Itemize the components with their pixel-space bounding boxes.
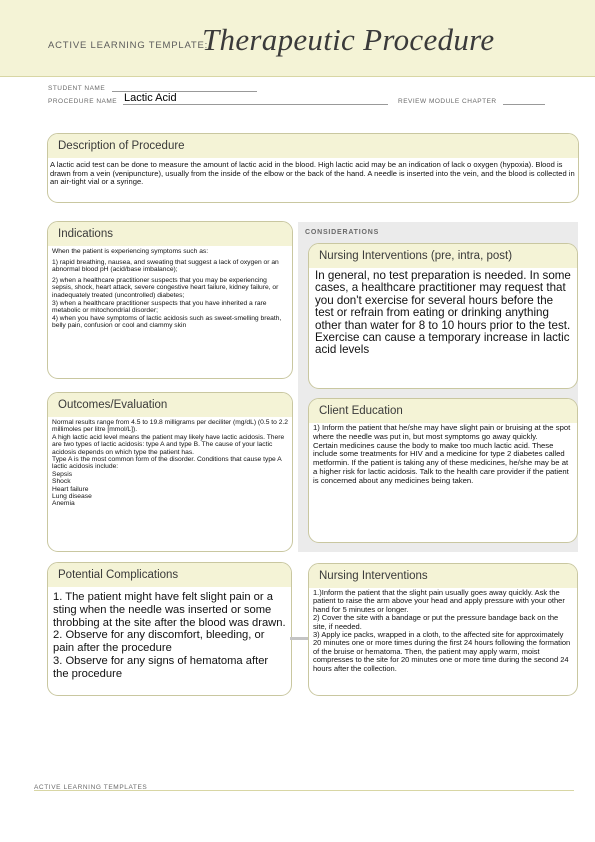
student-name-label: STUDENT NAME bbox=[48, 85, 106, 92]
nursing-pre-intra-post-section bbox=[308, 243, 578, 389]
client-education-body bbox=[309, 423, 577, 487]
nursing-interventions-section bbox=[308, 563, 578, 696]
nursing-interventions-header bbox=[309, 564, 577, 588]
outcomes-section bbox=[47, 392, 293, 552]
nursing-interventions-heading: Nursing Interventions bbox=[319, 570, 428, 582]
client-education-heading: Client Education bbox=[319, 405, 403, 417]
nursing-interventions-body bbox=[309, 588, 577, 674]
section-connector bbox=[290, 637, 308, 640]
complications-body bbox=[48, 587, 291, 685]
header-band bbox=[0, 0, 595, 77]
complications-heading: Potential Complications bbox=[58, 569, 179, 581]
complications-item: 1. The patient might have felt slight pain or a sting when the needle was inserted or some throbbing at the site after the blood was drawn. bbox=[53, 591, 286, 629]
description-text: A lactic acid test can be done to measure the amount of lactic acid in the blood. High lactic acid may be an indication of lack o oxygen (hypoxia). Blood is drawn from a vein (venipuncture), usually from the inside of the elbow or the back of the hand. A needle is inserted into the vein, and the blood is collected in an air-tight vial or a syringe. bbox=[50, 160, 575, 187]
description-header bbox=[48, 134, 578, 158]
outcomes-paragraph: A high lactic acid level means the patient may likely have lactic acidosis. There are two types of lactic acidosis: type A and type B. The cause of your lactic acidosis depends on which type the patient has. bbox=[52, 433, 285, 456]
outcomes-paragraph: Normal results range from 4.5 to 19.8 milligrams per deciliter (mg/dL) (0.5 to 2.2 millimoles per litre [mmol/L]). bbox=[52, 419, 289, 434]
outcomes-paragraph: Type A is the most common form of the disorder. Conditions that cause type A lactic acidosis include: bbox=[52, 456, 282, 471]
indications-header bbox=[48, 222, 292, 246]
footer-divider bbox=[34, 790, 574, 791]
outcomes-heading: Outcomes/Evaluation bbox=[58, 399, 168, 411]
outcomes-list-item: Heart failure bbox=[52, 485, 89, 493]
nursing-pre-heading: Nursing Interventions (pre, intra, post) bbox=[319, 250, 513, 262]
nursing-pre-header bbox=[309, 244, 577, 268]
client-education-paragraph: Certain medicines cause the body to make too much lactic acid. These include some treatments for HIV and a medicine for type 2 diabetes called metformin. If the patient is taking any of these medicines, he/she may be at a higher risk for lactic acidosis. Talk to the health care provider if the patient is concerned about any medicines being taken. bbox=[313, 440, 569, 485]
outcomes-list-item: Shock bbox=[52, 478, 71, 486]
complications-header bbox=[48, 563, 291, 587]
indications-heading: Indications bbox=[58, 228, 113, 240]
outcomes-header bbox=[48, 393, 292, 417]
outcomes-list-item: Anemia bbox=[52, 500, 75, 508]
review-module-field[interactable] bbox=[503, 104, 545, 105]
procedure-name-label: PROCEDURE NAME bbox=[48, 98, 118, 105]
client-education-section bbox=[308, 398, 578, 543]
outcomes-list-item: Lung disease bbox=[52, 493, 92, 501]
client-education-header bbox=[309, 399, 577, 423]
outcomes-body bbox=[48, 417, 292, 510]
client-education-paragraph: 1) Inform the patient that he/she may have slight pain or bruising at the spot where the needle was put in, but most symptoms go away quickly. bbox=[313, 423, 571, 441]
review-module-label: REVIEW MODULE CHAPTER bbox=[398, 98, 497, 105]
indications-paragraph: 2) when a healthcare practitioner suspects that you may be experiencing sepsis, shock, heart attack, severe congestive heart failure, kidney failure, or inadequately treated (uncontrolled) diabetes; bbox=[52, 276, 279, 299]
complications-section bbox=[47, 562, 292, 696]
indications-section bbox=[47, 221, 293, 379]
indications-paragraph: 1) rapid breathing, nausea, and sweating that suggest a lack of oxygen or an abnormal blood pH (acid/base imbalance); bbox=[52, 258, 279, 274]
nursing-interventions-item: 2) Cover the site with a bandage or put the pressure bandage back on the site, if needed. bbox=[313, 613, 559, 631]
indications-paragraph: 3) when a healthcare practitioner suspects that you have inherited a rare metabolic or mitochondrial disorder; bbox=[52, 299, 267, 315]
page-title: Therapeutic Procedure bbox=[202, 22, 495, 57]
nursing-interventions-item: 1.)Inform the patient that the slight pain usually goes away quickly. Ask the patient to raise the arm above your head and apply pressure with your other hand for 5 minutes or longer. bbox=[313, 588, 565, 614]
complications-item: 3. Observe for any signs of hematoma after the procedure bbox=[53, 654, 269, 680]
complications-item: 2. Observe for any discomfort, bleeding, or pain after the procedure bbox=[53, 629, 265, 655]
indications-body bbox=[48, 246, 292, 335]
nursing-interventions-item: 3) Apply ice packs, wrapped in a cloth, to the affected site for approximately 20 minutes one or more times during the first 24 hours following the formation of the bruise or hematoma. Then, the patient may apply warm, moist compresses to the site for 20 minutes one or more time during the second 24 hours after the collection. bbox=[313, 630, 571, 673]
footer-label: ACTIVE LEARNING TEMPLATES bbox=[34, 784, 148, 791]
template-label: ACTIVE LEARNING TEMPLATE: bbox=[48, 40, 209, 51]
considerations-label: CONSIDERATIONS bbox=[305, 229, 380, 236]
nursing-pre-text: In general, no test preparation is needed. In some cases, a healthcare practitioner may request that you don't exercise for several hours before the test or refrain from eating or drinking anything other than water for 8 to 10 hours prior to the test. Exercise can cause a temporary increase in lactic acid levels bbox=[315, 269, 571, 357]
procedure-name-field[interactable] bbox=[123, 104, 388, 105]
indications-paragraph: When the patient is experiencing symptoms such as: bbox=[52, 248, 209, 255]
indications-paragraph: 4) when you have symptoms of lactic acidosis such as sweet-smelling breath, belly pain, confusion or cool and clammy skin bbox=[52, 314, 282, 330]
procedure-name-value: Lactic Acid bbox=[124, 92, 177, 104]
description-heading: Description of Procedure bbox=[58, 140, 185, 152]
description-section bbox=[47, 133, 579, 203]
outcomes-list-item: Sepsis bbox=[52, 470, 73, 478]
